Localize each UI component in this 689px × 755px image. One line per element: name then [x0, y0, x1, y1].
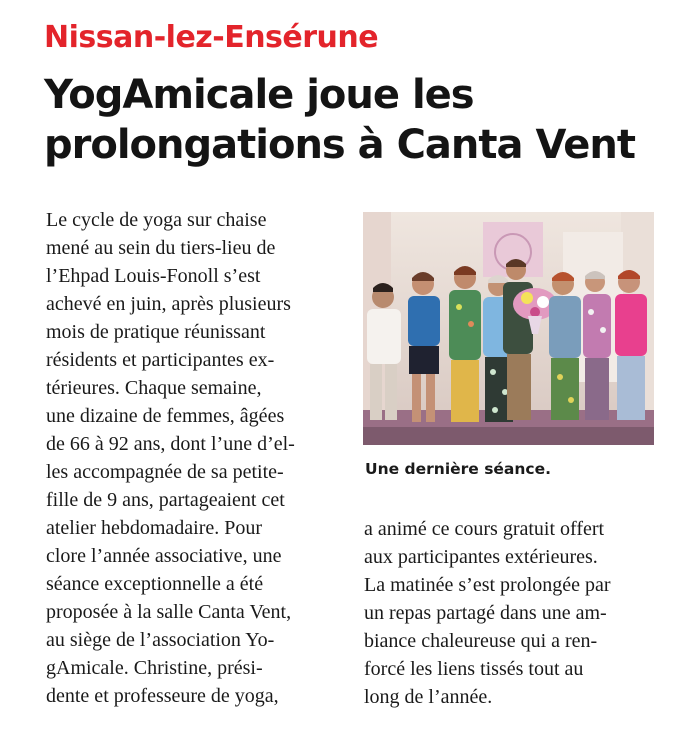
body-line: une dizaine de femmes, âgées [46, 405, 285, 427]
body-line: biance chaleureuse qui a ren- [364, 630, 598, 652]
body-line: forcé les liens tissés tout au [364, 658, 584, 680]
body-line: de 66 à 92 ans, dont l’une d’el- [46, 433, 295, 455]
article-location: Nissan-lez-Ensérune [44, 20, 379, 55]
body-line: atelier hebdomadaire. Pour [46, 517, 263, 539]
body-line: un repas partagé dans une am- [364, 602, 607, 624]
body-line: térieures. Chaque semaine, [46, 377, 262, 399]
headline-line: YogAmicale joue les [44, 72, 474, 118]
body-line: a animé ce cours gratuit offert [364, 518, 605, 540]
body-line: long de l’année. [364, 686, 493, 708]
body-column-left [46, 206, 338, 710]
body-line: aux participantes extérieures. [364, 546, 598, 568]
headline-line: prolongations à Canta Vent [44, 122, 635, 168]
body-column-right [364, 515, 660, 711]
body-line: Le cycle de yoga sur chaise [46, 209, 267, 231]
body-line: La matinée s’est prolongée par [364, 574, 611, 596]
photo-caption: Une dernière séance. [365, 460, 552, 478]
body-line: séance exceptionnelle a été [46, 573, 264, 595]
body-line: mené au sein du tiers-lieu de [46, 237, 276, 259]
article-headline [44, 70, 664, 170]
body-line: mois de pratique réunissant [46, 321, 266, 343]
body-line: dente et professeure de yoga, [46, 685, 279, 707]
body-line: au siège de l’association Yo- [46, 629, 275, 651]
body-line: gAmicale. Christine, prési- [46, 657, 263, 679]
article-photo [363, 212, 654, 445]
group-photo-image [363, 212, 654, 445]
body-line: proposée à la salle Canta Vent, [46, 601, 292, 623]
body-line: clore l’année associative, une [46, 545, 282, 567]
body-line: achevé en juin, après plusieurs [46, 293, 291, 315]
body-line: fille de 9 ans, partageaient cet [46, 489, 285, 511]
body-line: les accompagnée de sa petite- [46, 461, 284, 483]
body-line: résidents et participantes ex- [46, 349, 275, 371]
body-line: l’Ehpad Louis-Fonoll s’est [46, 265, 261, 287]
